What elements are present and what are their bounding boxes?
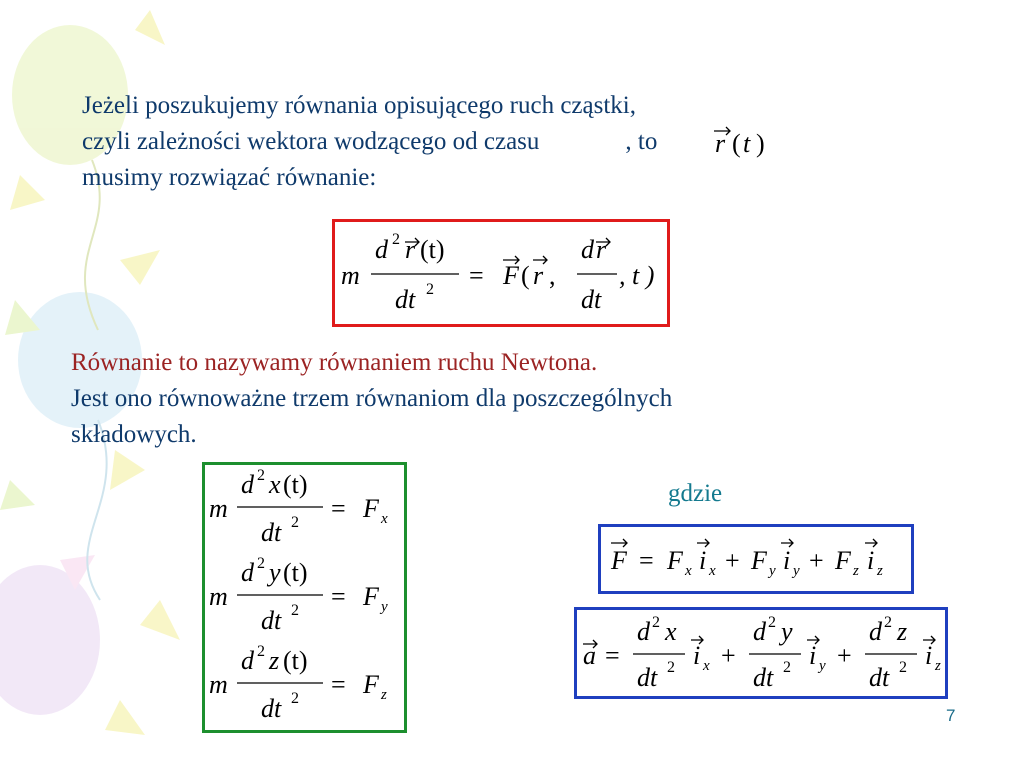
- svg-text:dt: dt: [753, 663, 774, 692]
- inline-formula-r-of-t: [708, 124, 778, 160]
- svg-text:): ): [756, 129, 765, 158]
- svg-text:dt: dt: [261, 694, 282, 723]
- svg-text:F: F: [611, 546, 627, 575]
- svg-text:(t): (t): [283, 558, 308, 587]
- svg-text:2: 2: [426, 281, 434, 298]
- svg-text:r: r: [596, 235, 607, 264]
- newton-line-2: Jest ono równoważne trzem równaniom dla poszczególnych: [71, 385, 673, 412]
- svg-text:F: F: [667, 546, 683, 575]
- svg-text:m: m: [209, 494, 228, 523]
- svg-text:d: d: [375, 235, 388, 264]
- svg-text:=: =: [605, 641, 620, 670]
- acceleration-vector-box: [574, 607, 948, 699]
- svg-text:2: 2: [783, 659, 791, 676]
- svg-text:z: z: [853, 563, 859, 579]
- svg-text:d: d: [241, 558, 254, 587]
- svg-text:2: 2: [291, 602, 299, 619]
- intro-line-2-suffix: , to: [625, 128, 658, 155]
- svg-text:dt: dt: [637, 663, 658, 692]
- svg-text:z: z: [897, 617, 908, 646]
- svg-text:=: =: [469, 261, 484, 290]
- slide-number: 7: [946, 706, 956, 725]
- svg-text:i: i: [925, 641, 933, 670]
- svg-text:d: d: [581, 235, 594, 264]
- svg-text:2: 2: [667, 659, 675, 676]
- svg-text:y: y: [819, 658, 826, 674]
- svg-text:i: i: [783, 546, 791, 575]
- svg-text:i: i: [693, 641, 701, 670]
- svg-text:x: x: [685, 563, 692, 579]
- svg-text:y: y: [793, 563, 800, 579]
- svg-text:(t): (t): [283, 470, 308, 499]
- svg-text:(: (: [732, 129, 741, 158]
- svg-text:d: d: [241, 646, 254, 675]
- force-vector-equation: [601, 527, 911, 591]
- svg-text:+: +: [837, 641, 852, 670]
- svg-text:d: d: [637, 617, 650, 646]
- svg-text:r: r: [405, 235, 416, 264]
- svg-text:2: 2: [291, 690, 299, 707]
- svg-text:+: +: [809, 546, 824, 575]
- svg-text:y: y: [269, 558, 281, 587]
- svg-text:=: =: [639, 546, 654, 575]
- newton-line-3: składowych.: [71, 421, 197, 448]
- svg-text:, t ): , t ): [619, 261, 655, 290]
- force-vector-box: [598, 524, 914, 594]
- svg-text:i: i: [699, 546, 707, 575]
- equation-x-component: [209, 467, 388, 547]
- svg-text:dt: dt: [869, 663, 890, 692]
- svg-text:2: 2: [652, 614, 660, 631]
- svg-text:2: 2: [392, 231, 400, 248]
- svg-text:x: x: [665, 617, 677, 646]
- svg-text:y: y: [381, 599, 388, 615]
- svg-text:=: =: [331, 494, 346, 523]
- svg-text:2: 2: [257, 643, 265, 660]
- equation-y-component: [209, 555, 388, 635]
- svg-text:2: 2: [899, 659, 907, 676]
- newton-paragraph: [71, 345, 931, 453]
- svg-text:,: ,: [549, 261, 556, 290]
- svg-text:y: y: [769, 563, 776, 579]
- acceleration-vector-equation: [577, 610, 945, 696]
- newton-equation-box: [332, 219, 670, 327]
- svg-text:d: d: [241, 470, 254, 499]
- svg-text:2: 2: [257, 555, 265, 572]
- equation-z-component: [209, 643, 387, 723]
- svg-text:z: z: [935, 658, 941, 674]
- svg-text:dt: dt: [581, 285, 602, 314]
- svg-text:i: i: [809, 641, 817, 670]
- svg-text:(t): (t): [420, 235, 445, 264]
- svg-text:m: m: [209, 582, 228, 611]
- svg-text:x: x: [269, 470, 281, 499]
- svg-text:2: 2: [291, 514, 299, 531]
- svg-text:2: 2: [884, 614, 892, 631]
- svg-text:=: =: [331, 582, 346, 611]
- svg-text:2: 2: [257, 467, 265, 484]
- intro-line-2-text: czyli zależności wektora wodzącego od czasu: [82, 128, 540, 155]
- svg-text:dt: dt: [395, 285, 416, 314]
- svg-text:2: 2: [768, 614, 776, 631]
- svg-text:d: d: [753, 617, 766, 646]
- svg-text:x: x: [703, 658, 710, 674]
- svg-text:(t): (t): [283, 646, 308, 675]
- svg-text:m: m: [341, 261, 360, 290]
- svg-text:y: y: [781, 617, 793, 646]
- svg-text:F: F: [835, 546, 851, 575]
- svg-text:z: z: [381, 687, 387, 703]
- svg-text:i: i: [867, 546, 875, 575]
- svg-text:r: r: [715, 129, 726, 158]
- svg-text:dt: dt: [261, 518, 282, 547]
- svg-text:dt: dt: [261, 606, 282, 635]
- svg-text:F: F: [363, 670, 379, 699]
- svg-text:x: x: [709, 563, 716, 579]
- svg-text:F: F: [363, 582, 379, 611]
- svg-text:=: =: [331, 670, 346, 699]
- svg-text:r: r: [533, 261, 544, 290]
- svg-text:F: F: [503, 261, 519, 290]
- svg-text:t: t: [743, 129, 751, 158]
- component-equations-box: [202, 462, 407, 733]
- svg-text:F: F: [751, 546, 767, 575]
- svg-text:a: a: [583, 641, 596, 670]
- svg-text:+: +: [725, 546, 740, 575]
- newton-equation: [335, 222, 667, 324]
- svg-text:z: z: [877, 563, 883, 579]
- svg-text:+: +: [721, 641, 736, 670]
- svg-text:x: x: [381, 511, 388, 527]
- intro-line-3: musimy rozwiązać równanie:: [82, 164, 377, 191]
- intro-line-1: Jeżeli poszukujemy równania opisującego ruch cząstki,: [82, 92, 636, 119]
- svg-text:d: d: [869, 617, 882, 646]
- svg-text:z: z: [269, 646, 280, 675]
- gdzie-label: gdzie: [668, 480, 723, 507]
- svg-text:m: m: [209, 670, 228, 699]
- svg-text:(: (: [521, 261, 530, 290]
- newton-line-1: Równanie to nazywamy równaniem ruchu Newtona.: [71, 349, 598, 376]
- svg-text:F: F: [363, 494, 379, 523]
- component-equations: [205, 465, 404, 730]
